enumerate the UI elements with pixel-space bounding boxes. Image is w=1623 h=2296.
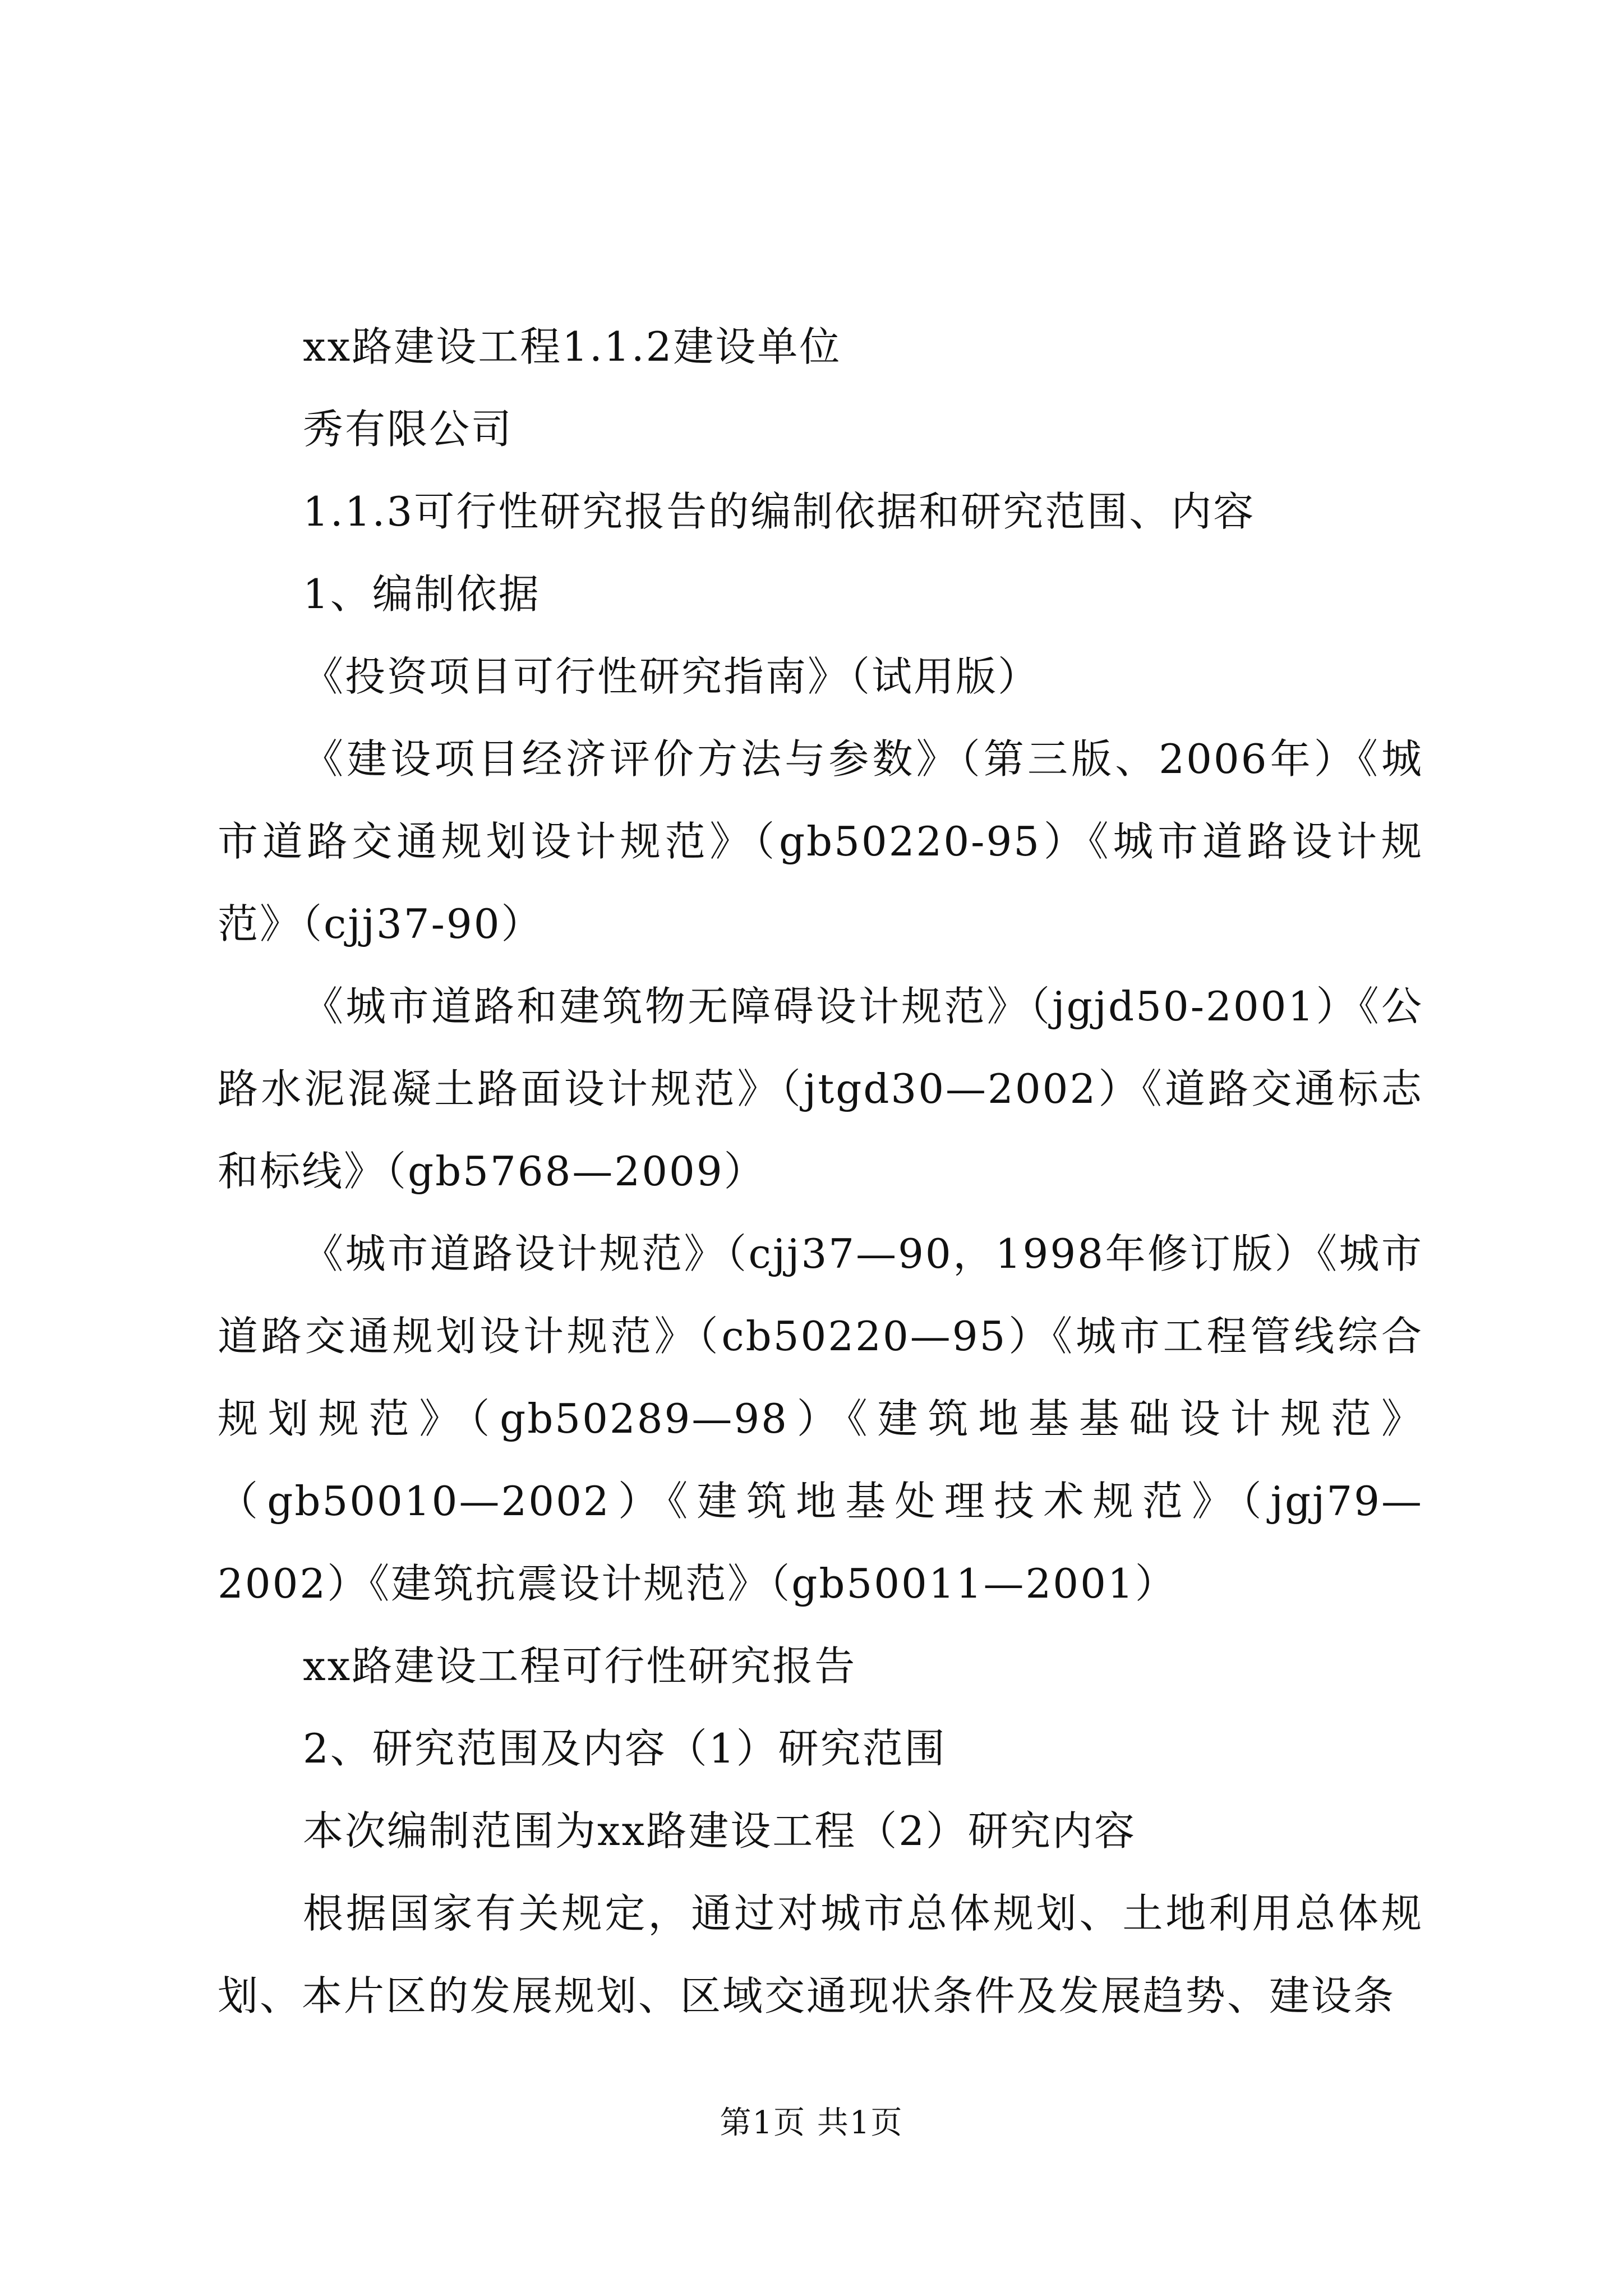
paragraph-project-name: xx路建设工程1.1.2建设单位 (303, 323, 842, 370)
document-body (218, 306, 1423, 2037)
paragraph-guide: 《投资项目可行性研究指南》（试用版） (303, 653, 1040, 700)
paragraph-standards-1: 《建设项目经济评价方法与参数》（第三版、2006年）《城市道路交通规划设计规范》（gb50220-95）《城市道路设计规范》（cjj37-90） (218, 735, 1423, 947)
paragraph-content: 根据国家有关规定，通过对城市总体规划、土地利用总体规划、本片区的发展规划、区域交通现状条件及发展趋势、建设条 (218, 1890, 1423, 2019)
paragraph-report-title: xx路建设工程可行性研究报告 (303, 1642, 857, 1690)
paragraph-scope: 本次编制范围为xx路建设工程（2）研究内容 (303, 1807, 1137, 1855)
paragraph-company: 秀有限公司 (303, 406, 514, 453)
page-footer: 第1页 共1页 (720, 2105, 903, 2141)
paragraph-standards-3: 《城市道路设计规范》（cjj37—90，1998年修订版）《城市道路交通规划设计规范》（cb50220—95）《城市工程管线综合规划规范》（gb50289—98）《建筑地基基础设计规范》（gb50010—2002）《建筑地基处理技术规范》（jgj79—2002）《建筑抗震设计规范》（gb50011—2001） (218, 1230, 1423, 1607)
paragraph-section-heading: 1.1.3可行性研究报告的编制依据和研究范围、内容 (303, 488, 1256, 535)
paragraph-scope-heading: 2、研究范围及内容（1）研究范围 (303, 1725, 947, 1772)
paragraph-basis-heading: 1、编制依据 (303, 570, 541, 618)
paragraph-standards-2: 《城市道路和建筑物无障碍设计规范》（jgjd50-2001）《公路水泥混凝土路面设计规范》（jtgd30—2002）《道路交通标志和标线》（gb5768—2009） (218, 983, 1423, 1195)
